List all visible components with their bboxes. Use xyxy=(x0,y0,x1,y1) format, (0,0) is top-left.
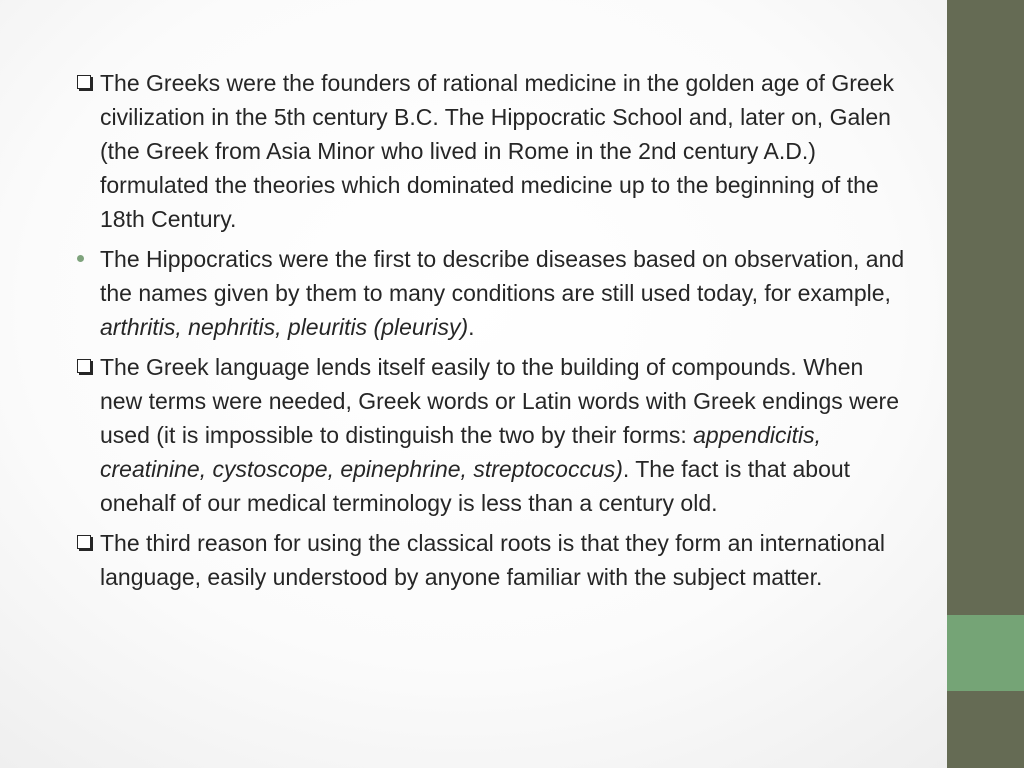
paragraph-text: . xyxy=(468,314,475,340)
paragraph-text: The third reason for using the classical roots is that they form an international language, easily understood by anyone familiar with the subject matter. xyxy=(100,530,885,590)
paragraph-italic-text: arthritis, nephritis, pleuritis (pleurisy) xyxy=(100,314,469,340)
sidebar-accent-block xyxy=(947,615,1024,691)
paragraph-text: The Greek language lends itself easily to the building of compounds. When new terms were needed, Greek words or Latin words with Greek endings were used (it is impossible to distinguish the two by their forms: xyxy=(100,354,899,448)
dot-bullet-icon xyxy=(74,242,100,276)
paragraph-italic-text: appendicitis, creatinine, cystoscope, epinephrine, streptococcus) xyxy=(100,422,821,482)
slide-body xyxy=(74,66,908,600)
paragraph-3 xyxy=(74,350,908,520)
paragraph-2 xyxy=(74,242,908,344)
paragraph-text: . The fact is that about onehalf of our medical terminology is less than a century old. xyxy=(100,456,851,516)
paragraph-text: The Greeks were the founders of rational medicine in the golden age of Greek civilization in the 5th century B.C. The Hippocratic School and, later on, Galen (the Greek from Asia Minor who lived in Rome in the 2nd century A.D.) formulated the theories which dominated medicine up to the beginning of the 18th Century. xyxy=(100,70,894,232)
checkbox-bullet-icon xyxy=(74,350,100,384)
checkbox-bullet-icon xyxy=(74,526,100,560)
checkbox-bullet-icon xyxy=(74,66,100,100)
paragraph-1 xyxy=(74,66,908,236)
paragraph-4 xyxy=(74,526,908,594)
paragraph-text: The Hippocratics were the first to describe diseases based on observation, and the names given by them to many conditions are still used today, for example, xyxy=(100,246,905,306)
